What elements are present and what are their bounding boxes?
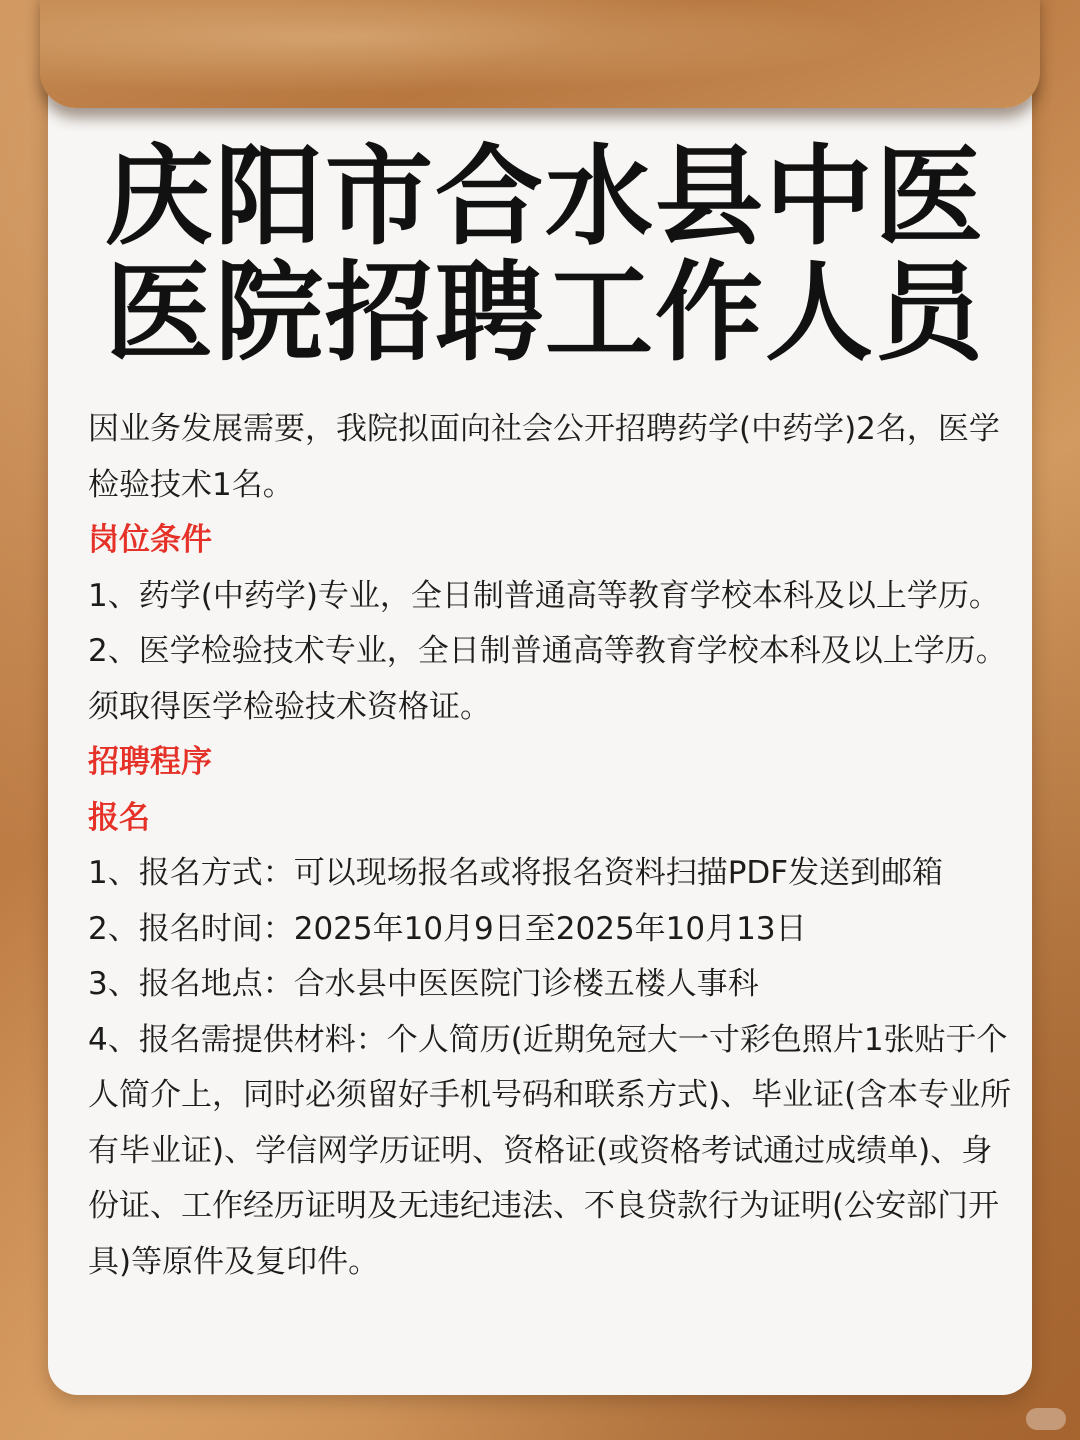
section-heading-procedure: 招聘程序 <box>88 744 212 780</box>
registration-item: 4、报名需提供材料：个人简历(近期免冠大一寸彩色照片1张贴于个人简介上，同时必须留好手机号码和联系方式)、毕业证(含本专业所有毕业证)、学信网学历证明、资格证(或资格考试通过成绩单)、身份证、工作经历证明及无违纪违法、不良贷款行为证明(公安部门开具)等原件及复印件。 <box>88 1021 1012 1280</box>
envelope-flap <box>40 0 1040 108</box>
intro-paragraph: 因业务发展需要，我院拟面向社会公开招聘药学(中药学)2名，医学检验技术1名。 <box>88 411 1000 503</box>
page-title: 庆阳市合水县中医医院招聘工作人员 <box>104 135 985 376</box>
watermark-badge <box>1026 1408 1066 1430</box>
registration-item: 1、报名方式：可以现场报名或将报名资料扫描PDF发送到邮箱 <box>88 855 944 891</box>
section-heading-registration: 报名 <box>88 799 150 836</box>
registration-item: 2、报名时间：2025年10月9日至2025年10月13日 <box>88 910 807 947</box>
condition-item: 2、医学检验技术专业，全日制普通高等教育学校本科及以上学历。须取得医学检验技术资格证。 <box>88 633 1007 725</box>
registration-item: 3、报名地点：合水县中医医院门诊楼五楼人事科 <box>88 966 759 1002</box>
section-heading-conditions: 岗位条件 <box>88 522 212 558</box>
document-body <box>88 402 1018 1290</box>
document-content <box>88 135 1018 1290</box>
condition-item: 1、药学(中药学)专业，全日制普通高等教育学校本科及以上学历。 <box>88 577 1000 614</box>
